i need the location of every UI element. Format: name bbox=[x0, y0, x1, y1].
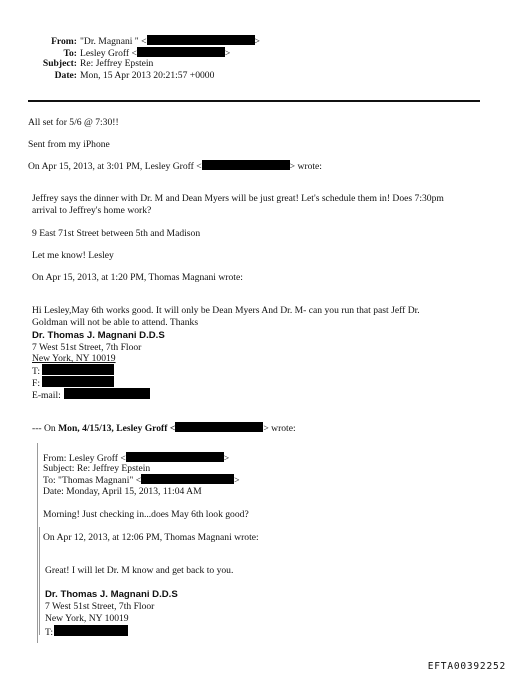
redaction-box bbox=[202, 160, 290, 170]
body-address: 9 East 71st Street between 5th and Madison bbox=[32, 228, 201, 239]
forward-header bbox=[32, 422, 296, 435]
body-para1-line1: Jeffrey says the dinner with Dr. M and Dean Myers will be just great! Let's schedule them in! Does 7:30pm bbox=[32, 193, 444, 204]
signature1-email-row bbox=[32, 388, 150, 402]
signature2-name: Dr. Thomas J. Magnani D.D.S bbox=[45, 589, 178, 600]
quote-header-3: On Apr 12, 2013, at 12:06 PM, Thomas Magnani wrote: bbox=[43, 532, 259, 543]
to-value: Lesley Groff < bbox=[80, 47, 137, 59]
date-label: Date: bbox=[54, 69, 77, 81]
quote-bar-outer bbox=[37, 443, 38, 643]
signature2-street: 7 West 51st Street, 7th Floor bbox=[45, 601, 155, 612]
forward-to-tail: > bbox=[234, 475, 240, 486]
body-para1-line2: arrival to Jeffrey's home work? bbox=[32, 205, 152, 216]
quote1-prefix: On Apr 15, 2013, at 3:01 PM, Lesley Groff < bbox=[28, 161, 202, 172]
body-line-sent-from: Sent from my iPhone bbox=[28, 139, 110, 150]
redaction-box bbox=[126, 452, 224, 462]
forward-to: To: "Thomas Magnani" < bbox=[43, 475, 142, 486]
forward-from-tail: > bbox=[223, 453, 230, 464]
body-para2-line1: Hi Lesley,May 6th works good. It will only be Dean Myers And Dr. M- can you run that past Jeff Dr. bbox=[32, 305, 420, 316]
header-divider bbox=[28, 100, 480, 102]
from-value: "Dr. Magnani " < bbox=[80, 36, 147, 47]
signature1-city: New York, NY 10019 bbox=[32, 353, 116, 364]
body-line-all-set: All set for 5/6 @ 7:30!! bbox=[28, 117, 119, 128]
to-tail: > bbox=[224, 47, 231, 59]
signature1-t-label: T: bbox=[32, 366, 41, 377]
redaction-box bbox=[175, 422, 263, 432]
signature1-name: Dr. Thomas J. Magnani D.D.S bbox=[32, 330, 165, 341]
signature1-f-label: F: bbox=[32, 378, 41, 389]
signature2-phone-row bbox=[45, 625, 128, 639]
header-to-row bbox=[0, 47, 260, 59]
subject-value: Re: Jeffrey Epstein bbox=[80, 58, 154, 69]
quote1-suffix: > wrote: bbox=[289, 161, 322, 172]
body-para2-line2: Goldman will not be able to attend. Thanks bbox=[32, 317, 199, 328]
forward-date: Date: Monday, April 15, 2013, 11:04 AM bbox=[43, 486, 202, 497]
forward-suffix: > wrote: bbox=[263, 423, 296, 434]
redaction-box bbox=[42, 364, 114, 375]
signature1-email-label: E-mail: bbox=[32, 390, 61, 401]
redaction-box bbox=[147, 35, 255, 45]
date-value: Mon, 15 Apr 2013 20:21:57 +0000 bbox=[80, 69, 215, 81]
forward-morning: Morning! Just checking in...does May 6th look good? bbox=[43, 509, 249, 520]
header-from-row bbox=[0, 35, 260, 47]
forward-bold: Mon, 4/15/13, Lesley Groff < bbox=[58, 423, 176, 434]
redaction-box bbox=[54, 625, 128, 636]
body-let-me-know: Let me know! Lesley bbox=[32, 250, 114, 261]
signature1-street: 7 West 51st Street, 7th Floor bbox=[32, 342, 142, 353]
subject-label: Subject: bbox=[42, 58, 77, 69]
redaction-box bbox=[64, 388, 150, 399]
header-subject-row bbox=[0, 58, 260, 70]
forward-from: From: Lesley Groff < bbox=[43, 453, 126, 464]
quote-bar-inner bbox=[39, 527, 40, 635]
redaction-box bbox=[137, 47, 225, 57]
from-label: From: bbox=[51, 36, 77, 47]
to-label: To: bbox=[63, 47, 77, 59]
quote-header-1 bbox=[28, 160, 322, 173]
signature2-city: New York, NY 10019 bbox=[45, 613, 129, 624]
signature2-t-label: T: bbox=[45, 627, 54, 638]
forward-subject: Subject: Re: Jeffrey Epstein bbox=[43, 463, 151, 474]
forward-prefix: --- On bbox=[32, 423, 59, 434]
redaction-box bbox=[42, 376, 114, 387]
quote-header-2: On Apr 15, 2013, at 1:20 PM, Thomas Magnani wrote: bbox=[32, 272, 243, 283]
header-date-row bbox=[0, 70, 260, 82]
forward-great: Great! I will let Dr. M know and get back to you. bbox=[45, 565, 234, 576]
email-header bbox=[0, 35, 260, 81]
from-tail: > bbox=[254, 36, 260, 47]
redaction-box bbox=[141, 474, 234, 484]
document-id: EFTA00392252 bbox=[427, 661, 506, 672]
